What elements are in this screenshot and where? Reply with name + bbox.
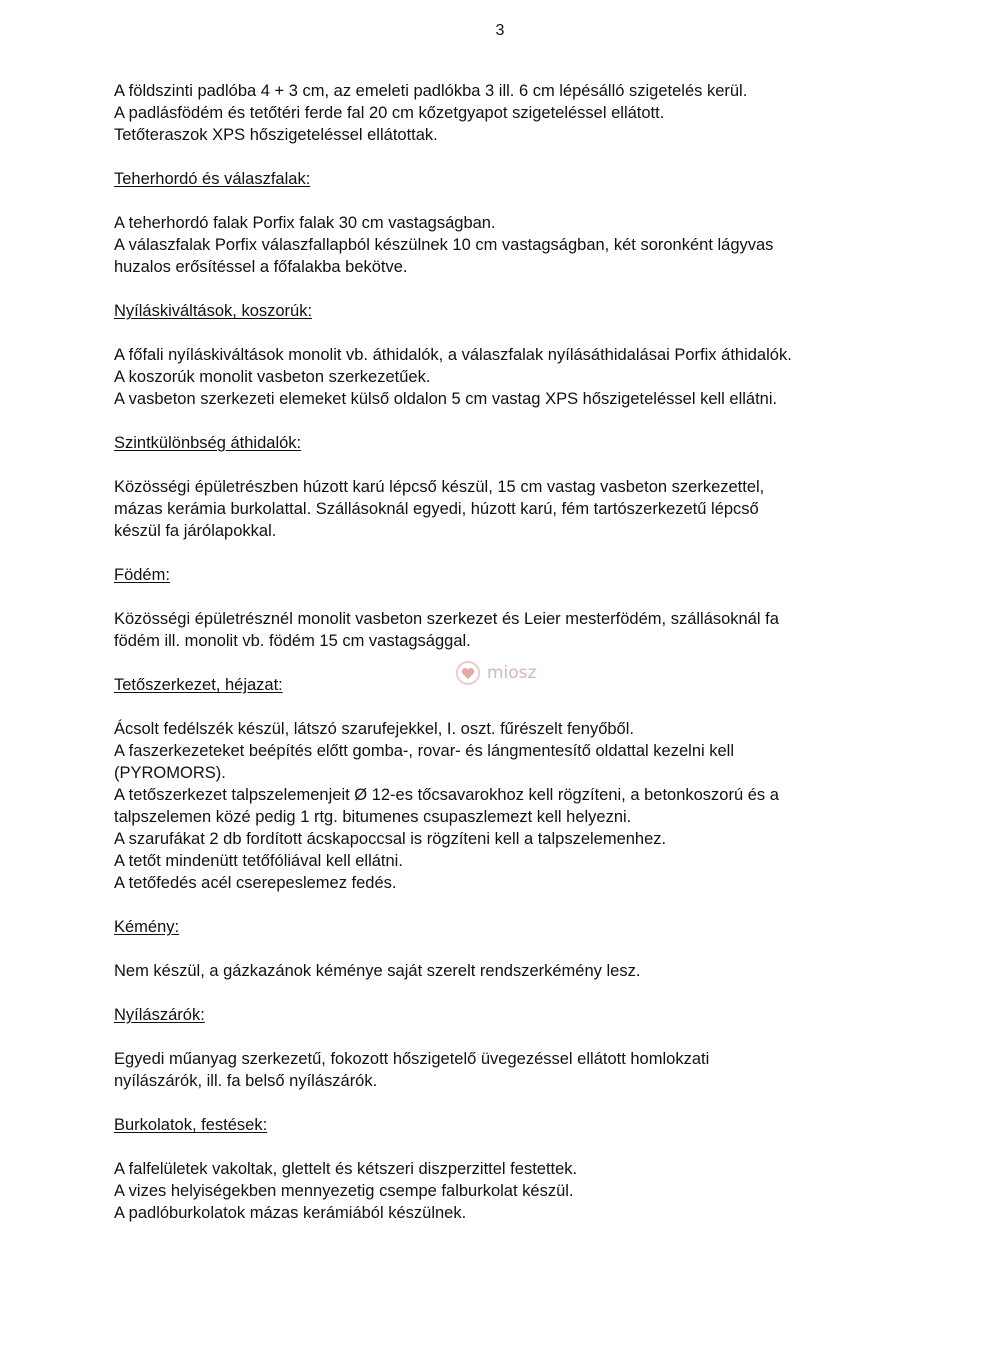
section-paragraph <box>114 476 894 542</box>
section-line: A főfali nyíláskiváltások monolit vb. áthidalók, a válaszfalak nyílásáthidalásai Porfix áthidalók. <box>114 346 792 364</box>
section-line: A koszorúk monolit vasbeton szerkezetűek. <box>114 368 431 386</box>
section-paragraph <box>114 1158 894 1224</box>
section-line: készül fa járólapokkal. <box>114 522 277 540</box>
section-paragraph <box>114 212 894 278</box>
section-paragraph <box>114 718 894 894</box>
section-line: A falfelületek vakoltak, glettelt és kétszeri diszperzittel festettek. <box>114 1160 578 1178</box>
section-line: födém ill. monolit vb. födém 15 cm vastagsággal. <box>114 632 471 650</box>
section-line: A faszerkezeteket beépítés előtt gomba-, rovar- és lángmentesítő oldattal kezelni kell <box>114 742 734 760</box>
intro-line: Tetőteraszok XPS hőszigeteléssel ellátottak. <box>114 126 438 144</box>
section-heading: Kémény: <box>114 918 180 936</box>
watermark-logo <box>455 660 536 686</box>
section-line: huzalos erősítéssel a főfalakba bekötve. <box>114 258 408 276</box>
section-line: talpszelemen közé pedig 1 rtg. bitumenes csupaszlemezt kell helyezni. <box>114 808 632 826</box>
intro-line: A padlásfödém és tetőtéri ferde fal 20 cm kőzetgyapot szigeteléssel ellátott. <box>114 104 665 122</box>
section-line: Nem készül, a gázkazánok kéménye saját szerelt rendszerkémény lesz. <box>114 962 641 980</box>
section-line: A szarufákat 2 db fordított ácskapoccsal is rögzíteni kell a talpszelemenhez. <box>114 830 667 848</box>
section-paragraph <box>114 1048 894 1092</box>
section-heading: Burkolatok, festések: <box>114 1116 268 1134</box>
section-line: A vizes helyiségekben mennyezetig csempe falburkolat készül. <box>114 1182 574 1200</box>
section-heading: Födém: <box>114 566 170 584</box>
watermark-heart-icon <box>455 660 481 686</box>
section-line: A válaszfalak Porfix válaszfallapból készülnek 10 cm vastagságban, két soronként lágyvas <box>114 236 774 254</box>
section-line: A tetőfedés acél cserepeslemez fedés. <box>114 874 397 892</box>
section-paragraph <box>114 960 894 982</box>
section-line: A vasbeton szerkezeti elemeket külső oldalon 5 cm vastag XPS hőszigeteléssel kell ellátni. <box>114 390 778 408</box>
watermark-text: miosz <box>487 663 537 683</box>
section-line: nyílászárók, ill. fa belső nyílászárók. <box>114 1072 378 1090</box>
section-heading: Tetőszerkezet, héjazat: <box>114 676 283 694</box>
section-line: A padlóburkolatok mázas kerámiából készülnek. <box>114 1204 467 1222</box>
section-line: mázas kerámia burkolattal. Szállásoknál egyedi, húzott karú, fém tartószerkezetű lépcső <box>114 500 759 518</box>
page-number: 3 <box>495 22 505 39</box>
section-line: A tetőszerkezet talpszelemenjeit Ø 12-es tőcsavarokhoz kell rögzíteni, a betonkoszorú és a <box>114 786 779 804</box>
document-body <box>114 80 894 1224</box>
section-paragraph <box>114 344 894 410</box>
intro-paragraph <box>114 80 894 146</box>
section-line: Közösségi épületrésznél monolit vasbeton szerkezet és Leier mesterfödém, szállásoknál fa <box>114 610 779 628</box>
section-heading: Teherhordó és válaszfalak: <box>114 170 311 188</box>
section-heading: Nyílászárók: <box>114 1006 205 1024</box>
section-heading: Nyíláskiváltások, koszorúk: <box>114 302 313 320</box>
section-line: Közösségi épületrészben húzott karú lépcső készül, 15 cm vastag vasbeton szerkezettel, <box>114 478 765 496</box>
section-line: Ácsolt fedélszék készül, látszó szarufejekkel, I. oszt. fűrészelt fenyőből. <box>114 720 634 738</box>
section-line: A teherhordó falak Porfix falak 30 cm vastagságban. <box>114 214 496 232</box>
section-line: A tetőt mindenütt tetőfóliával kell ellátni. <box>114 852 403 870</box>
section-line: (PYROMORS). <box>114 764 226 782</box>
section-line: Egyedi műanyag szerkezetű, fokozott hőszigetelő üvegezéssel ellátott homlokzati <box>114 1050 710 1068</box>
intro-line: A földszinti padlóba 4 + 3 cm, az emeleti padlókba 3 ill. 6 cm lépésálló szigetelés kerül. <box>114 82 748 100</box>
section-paragraph <box>114 608 894 652</box>
section-heading: Szintkülönbség áthidalók: <box>114 434 302 452</box>
